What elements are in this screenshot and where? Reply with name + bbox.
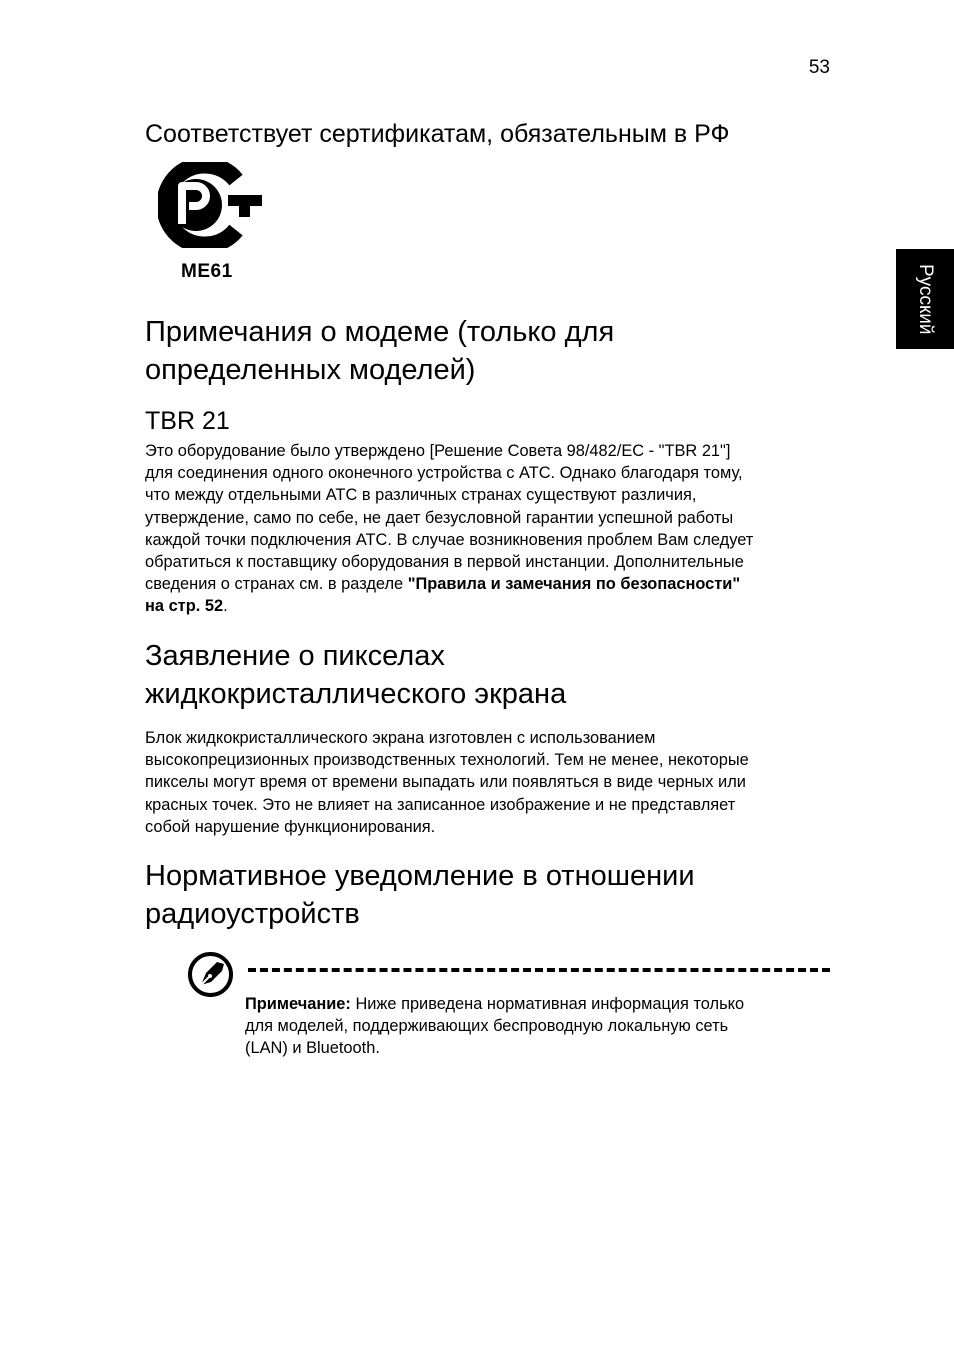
certification-code: ME61 xyxy=(181,261,233,282)
modem-para-line: Это оборудование было утверждено [Решение Совета 98/482/EC - "TBR 21"] xyxy=(145,442,731,460)
modem-para-line xyxy=(145,595,835,617)
radio-title-line-1: Нормативное уведомление в отношении xyxy=(145,860,695,892)
modem-paragraph xyxy=(145,440,835,618)
modem-title-line-2: определенных моделей) xyxy=(145,354,476,386)
lcd-section-title xyxy=(145,637,845,713)
certification-heading: Соответствует сертификатам, обязательным в РФ xyxy=(145,120,730,148)
radio-title-line-2: радиоустройств xyxy=(145,898,360,930)
modem-para-text: сведения о странах см. в разделе xyxy=(145,575,408,594)
language-tab-label: Русский xyxy=(915,263,936,335)
modem-para-line: для соединения одного оконечного устройства с АТС. Однако благодаря тому, xyxy=(145,464,743,483)
language-side-tab xyxy=(896,249,954,349)
modem-para-line xyxy=(145,573,835,595)
modem-para-line: обратиться к поставщику оборудования в первой инстанции. Дополнительные xyxy=(145,553,744,572)
page-reference-link[interactable]: на стр. 52 xyxy=(145,597,224,616)
radio-note xyxy=(245,993,830,1060)
lcd-para-line: Блок жидкокристаллического экрана изготовлен с использованием xyxy=(145,729,656,747)
pct-certification-logo xyxy=(158,162,264,248)
lcd-para-line: пикселы могут время от времени выпадать или появляться в виде черных или xyxy=(145,773,746,792)
note-line: для моделей, поддерживающих беспроводную локальную сеть xyxy=(245,1017,729,1036)
safety-section-link[interactable]: "Правила и замечания по безопасности" xyxy=(407,575,741,594)
lcd-para-line: высокопрецизионных производственных технологий. Тем не менее, некоторые xyxy=(145,751,749,770)
tbr21-subtitle: TBR 21 xyxy=(145,407,230,435)
modem-section-title xyxy=(145,313,845,389)
radio-section-title xyxy=(145,857,845,933)
lcd-para-line: красных точек. Это не влияет на записанное изображение и не представляет xyxy=(145,795,736,814)
modem-title-line-1: Примечания о модеме (только для xyxy=(145,316,615,348)
modem-para-line: что между отдельными АТС в различных странах существуют различия, xyxy=(145,486,697,505)
note-label: Примечание: xyxy=(245,995,351,1013)
lcd-paragraph xyxy=(145,727,835,838)
note-divider xyxy=(248,968,830,972)
lcd-para-line: собой нарушение функционирования. xyxy=(145,817,436,836)
modem-para-end: . xyxy=(223,597,228,616)
modem-para-line: утверждение, само по себе, не дает безусловной гарантии успешной работы xyxy=(145,508,734,527)
note-text: Ниже приведена нормативная информация только xyxy=(350,995,745,1013)
note-line xyxy=(245,993,830,1015)
page-number: 53 xyxy=(808,57,830,78)
lcd-title-line-1: Заявление о пикселах xyxy=(145,640,445,672)
note-line: (LAN) и Bluetooth. xyxy=(245,1039,380,1058)
lcd-title-line-2: жидкокристаллического экрана xyxy=(145,678,567,710)
modem-para-line: каждой точки подключения АТС. В случае возникновения проблем Вам следует xyxy=(145,530,754,549)
note-pen-icon xyxy=(187,951,234,998)
